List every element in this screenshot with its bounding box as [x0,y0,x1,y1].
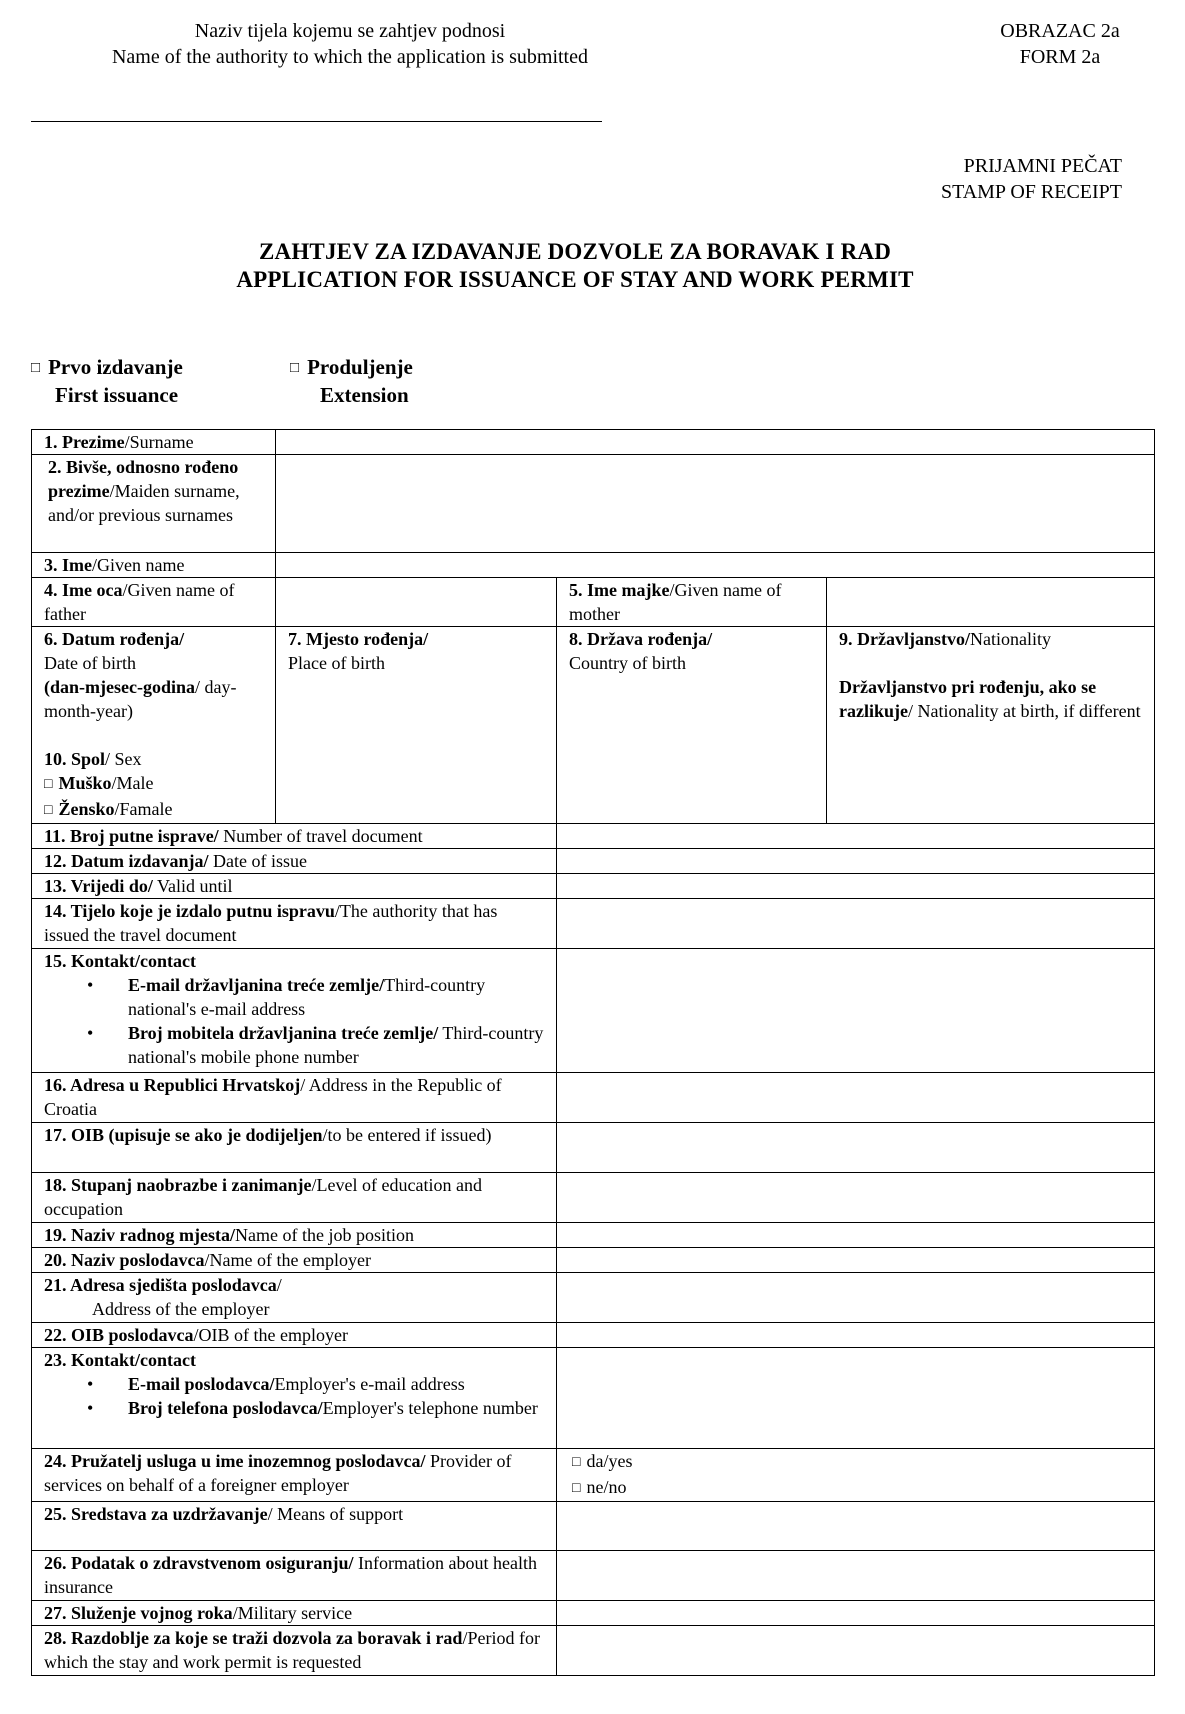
sex-female-option[interactable]: □ Žensko/Famale [44,799,173,819]
page-title [0,238,1150,294]
field-input-military-service[interactable] [557,1601,1155,1626]
form-row [32,455,1155,553]
field-input-valid-until[interactable] [557,874,1155,899]
field-label-travel-document-number: 11. Broj putne isprave/ Number of travel document [32,824,557,849]
form-row [32,627,1155,824]
field-nationality[interactable]: 9. Državljanstvo/Nationality Državljanstvo pri rođenju, ako se razlikuje/ Nationality at birth, if different [827,627,1155,824]
field-label-given-name: 3. Ime/Given name [32,553,276,578]
field-label-address-croatia: 16. Adresa u Republici Hrvatskoj/ Address in the Republic of Croatia [32,1073,557,1123]
service-provider-no-checkbox[interactable]: □ [572,1481,581,1496]
form-row [32,1502,1155,1551]
first-issuance-checkbox[interactable]: □ [31,360,41,376]
page-title-hr: ZAHTJEV ZA IZDAVANJE DOZVOLE ZA BORAVAK I RAD [258,239,892,264]
field-input-education[interactable] [557,1173,1155,1223]
field-input-employer-contact[interactable] [557,1348,1155,1449]
form-number-hr: OBRAZAC 2a [1000,20,1120,42]
form-row [32,1449,1155,1502]
page-title-en: APPLICATION FOR ISSUANCE OF STAY AND WORK PERMIT [236,267,914,292]
field-input-employer-address[interactable] [557,1273,1155,1323]
field-label-oib: 17. OIB (upisuje se ako je dodijeljen/to be entered if issued) [32,1123,557,1173]
form-row [32,874,1155,899]
field-input-health-insurance[interactable] [557,1551,1155,1601]
first-issuance-label-en: First issuance [55,383,179,407]
service-provider-yes-checkbox[interactable]: □ [572,1455,581,1470]
authority-label-hr: Naziv tijela kojemu se zahtjev podnosi [194,20,506,42]
stamp-label-hr: PRIJAMNI PEČAT [963,155,1122,177]
authority-label-en: Name of the authority to which the application is submitted [111,46,588,68]
first-issuance-option[interactable] [31,354,183,409]
field-input-oib[interactable] [557,1123,1155,1173]
extension-checkbox[interactable]: □ [290,360,300,376]
form-row [32,1273,1155,1323]
field-input-mother-name[interactable] [827,578,1155,627]
form-row [32,949,1155,1073]
field-label-education: 18. Stupanj naobrazbe i zanimanje/Level of education and occupation [32,1173,557,1223]
form-row [32,1173,1155,1223]
field-label-mother-name: 5. Ime majke/Given name of mother [557,578,827,627]
field-service-provider-options [557,1449,1155,1502]
form-row [32,1551,1155,1601]
first-issuance-label-hr: Prvo izdavanje [48,355,183,379]
field-label-employer-name: 20. Naziv poslodavca/Name of the employer [32,1248,557,1273]
employer-phone-item: • Broj telefona poslodavca/Employer's telephone number [128,1396,544,1420]
contact-mobile-item: • Broj mobitela državljanina treće zemlje/ Third-country national's mobile phone number [128,1021,544,1069]
field-birth-date-and-sex[interactable]: 6. Datum rođenja/ Date of birth (dan-mjesec-godina/ day-month-year) 10. Spol/ Sex □ Muško/Male □ Žensko/Famale [32,627,276,824]
form-row [32,1601,1155,1626]
form-row [32,824,1155,849]
authority-label [30,18,670,70]
form-row [32,1323,1155,1348]
field-label-valid-until: 13. Vrijedi do/ Valid until [32,874,557,899]
field-label-means-of-support: 25. Sredstava za uzdržavanje/ Means of support [32,1502,557,1551]
field-input-maiden-surname[interactable] [276,455,1155,553]
service-provider-yes-option[interactable]: □ da/yes [572,1451,633,1471]
field-input-means-of-support[interactable] [557,1502,1155,1551]
field-input-job-position[interactable] [557,1223,1155,1248]
field-input-issuing-authority[interactable] [557,899,1155,949]
contact-email-item: • E-mail državljanina treće zemlje/Third-country national's e-mail address [128,973,544,1021]
stamp-of-receipt [780,153,1122,205]
form-row [32,1348,1155,1449]
form-row [32,553,1155,578]
field-country-of-birth[interactable]: 8. Država rođenja/ Country of birth [557,627,827,824]
sex-female-checkbox[interactable]: □ [44,803,53,818]
field-label-surname: 1. Prezime/Surname [32,430,276,455]
field-label-job-position: 19. Naziv radnog mjesta/Name of the job position [32,1223,557,1248]
field-place-of-birth[interactable]: 7. Mjesto rođenja/ Place of birth [276,627,557,824]
field-label-date-of-issue: 12. Datum izdavanja/ Date of issue [32,849,557,874]
form-row [32,578,1155,627]
field-input-employer-name[interactable] [557,1248,1155,1273]
form-number [950,18,1170,70]
service-provider-no-option[interactable]: □ ne/no [572,1477,627,1497]
form-row [32,1073,1155,1123]
form-number-en: FORM 2a [1019,46,1101,68]
sex-male-option[interactable]: □ Muško/Male [44,773,154,793]
field-label-maiden-surname: 2. Bivše, odnosno rođeno prezime/Maiden surname, and/or previous surnames [32,455,276,553]
field-label-health-insurance: 26. Podatak o zdravstvenom osiguranju/ Information about health insurance [32,1551,557,1601]
authority-underline [31,121,602,122]
field-label-contact: 15. Kontakt/contact • E-mail državljanina treće zemlje/Third-country national's e-mail address • Broj mobitela državljanina treće zemlje/ Third-country national's mobile phone number [32,949,557,1073]
form-row [32,430,1155,455]
field-input-travel-document-number[interactable] [557,824,1155,849]
field-label-employer-contact: 23. Kontakt/contact • E-mail poslodavca/Employer's e-mail address • Broj telefona poslodavca/Employer's telephone number [32,1348,557,1449]
field-input-date-of-issue[interactable] [557,849,1155,874]
form-row [32,1626,1155,1676]
field-label-employer-address: 21. Adresa sjedišta poslodavca/ Address of the employer [32,1273,557,1323]
field-label-issuing-authority: 14. Tijelo koje je izdalo putnu ispravu/The authority that has issued the travel document [32,899,557,949]
field-input-given-name[interactable] [276,553,1155,578]
stamp-label-en: STAMP OF RECEIPT [940,181,1122,203]
field-input-surname[interactable] [276,430,1155,455]
form-row [32,1223,1155,1248]
form-row [32,849,1155,874]
application-form-table [31,429,1155,1676]
extension-option[interactable] [290,354,413,409]
field-label-military-service: 27. Služenje vojnog roka/Military service [32,1601,557,1626]
extension-label-hr: Produljenje [307,355,413,379]
form-row [32,1248,1155,1273]
field-input-father-name[interactable] [276,578,557,627]
field-label-employer-oib: 22. OIB poslodavca/OIB of the employer [32,1323,557,1348]
extension-label-en: Extension [320,383,409,407]
sex-male-checkbox[interactable]: □ [44,777,53,792]
field-label-permit-period: 28. Razdoblje za koje se traži dozvola za boravak i rad/Period for which the stay and work permit is requested [32,1626,557,1676]
field-input-contact[interactable] [557,949,1155,1073]
field-input-address-croatia[interactable] [557,1073,1155,1123]
field-label-father-name: 4. Ime oca/Given name of father [32,578,276,627]
form-row [32,1123,1155,1173]
field-input-permit-period[interactable] [557,1626,1155,1676]
field-input-employer-oib[interactable] [557,1323,1155,1348]
form-row [32,899,1155,949]
field-label-service-provider: 24. Pružatelj usluga u ime inozemnog poslodavca/ Provider of services on behalf of a foreigner employer [32,1449,557,1502]
employer-email-item: • E-mail poslodavca/Employer's e-mail address [128,1372,544,1396]
